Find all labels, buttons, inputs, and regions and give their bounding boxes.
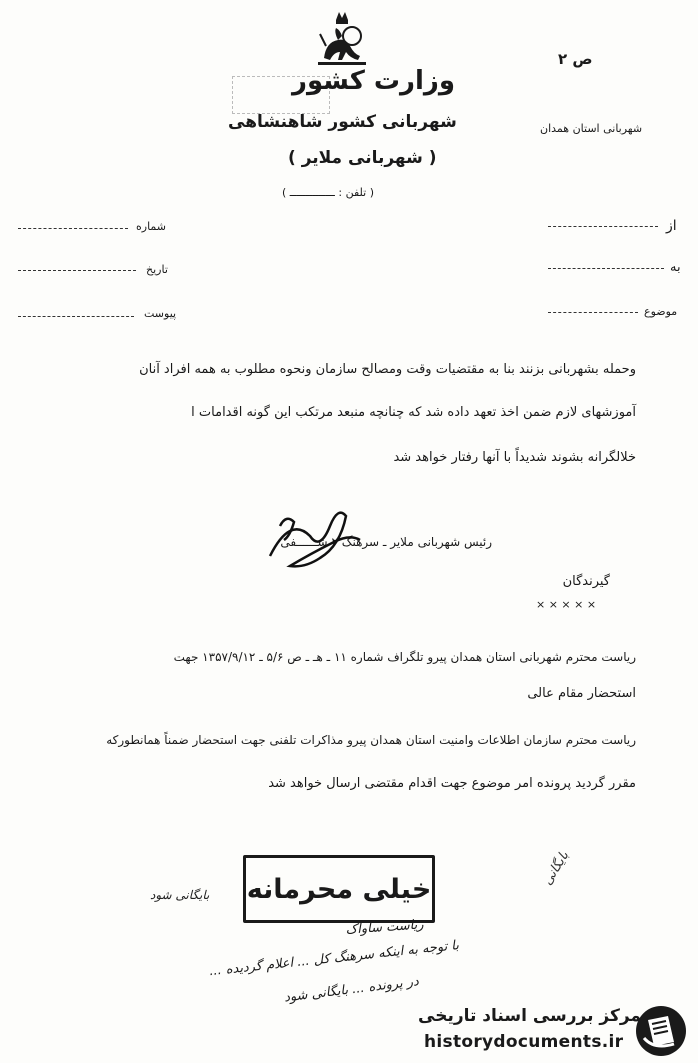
top-secret-stamp: خیلی محرمانه: [243, 855, 435, 923]
recipient-1-line-1: ریاست محترم شهربانی استان همدان پیرو تلگراف شماره ۱۱ ـ هـ ـ ص ۵/۶ ـ ۱۳۵۷/۹/۱۲ جهت: [173, 650, 636, 664]
attachment-field-line: [18, 316, 134, 317]
handwritten-note-top: بایگانی شود: [150, 888, 210, 902]
date-field-line: [18, 270, 136, 271]
recipients-mark: × × × × ×: [536, 598, 597, 611]
from-field-line: [548, 226, 658, 227]
body-line-1: وحمله بشهربانی بزنند بنا به مقتضیات وقت ومصالح سازمان ونحوه مطلوب به همه افراد آنان: [139, 362, 636, 377]
signature-icon: [250, 496, 370, 576]
police-title: شهربانی کشور شاهنشاهی: [228, 112, 457, 132]
lion-and-sun-emblem-icon: [312, 6, 372, 68]
archive-logo-icon: [634, 1004, 688, 1058]
from-label: از: [666, 218, 677, 234]
to-field-line: [548, 268, 664, 269]
handwritten-line-2: با توجه به اینکه سرهنگ کل ... اعلام گردیده ...: [208, 938, 460, 980]
to-label: به: [670, 260, 681, 275]
footer-org-name: مرکز بررسی اسناد تاریخی: [418, 1006, 641, 1026]
date-label: تاریخ: [146, 263, 168, 276]
handwritten-line-3: در پرونده ... بایگانی شود: [283, 974, 420, 1006]
recipient-2-line-2: مقرر گردید پرونده امر موضوع جهت اقدام مقتضی ارسال خواهد شد: [268, 776, 636, 791]
body-line-3: خلالگرانه بشوند شدیداً با آنها رفتار خواهد شد: [393, 450, 636, 465]
signature-title: رئیس شهربانی ملایر ـ سرهنگ ۲ شــــــفی: [280, 535, 492, 549]
subject-label: موضوع: [644, 305, 678, 318]
footer-url[interactable]: historydocuments.ir: [424, 1032, 624, 1052]
handwritten-line-1: ریاست ساواک: [345, 917, 425, 938]
ministry-title: وزارت کشور: [292, 66, 456, 96]
province-police-label: شهربانی استان همدان: [540, 122, 643, 135]
recipients-label: گیرندگان: [562, 574, 610, 589]
city-police-title: ( شهربانی ملایر ): [288, 148, 437, 168]
handwritten-note-right: بایگانی: [540, 848, 573, 888]
page-number: ص ۲: [558, 50, 593, 68]
recipient-2-line-1: ریاست محترم سازمان اطلاعات وامنیت استان همدان پیرو مذاکرات تلفنی جهت استحضار ضمناً همانطورکه: [106, 733, 636, 747]
body-line-2: آموزشهای لازم ضمن اخذ تعهد داده شد که چنانچه منبعد مرتکب این گونه اقدامات ا: [191, 405, 636, 420]
number-field-line: [18, 228, 128, 229]
number-label: شماره: [136, 220, 167, 233]
attachment-label: پیوست: [144, 307, 177, 320]
subject-field-line: [548, 312, 638, 313]
recipient-1-line-2: استحضار مقام عالی: [527, 686, 636, 701]
phone-line: ( تلفن : ــــــــــــــ ): [282, 186, 375, 199]
